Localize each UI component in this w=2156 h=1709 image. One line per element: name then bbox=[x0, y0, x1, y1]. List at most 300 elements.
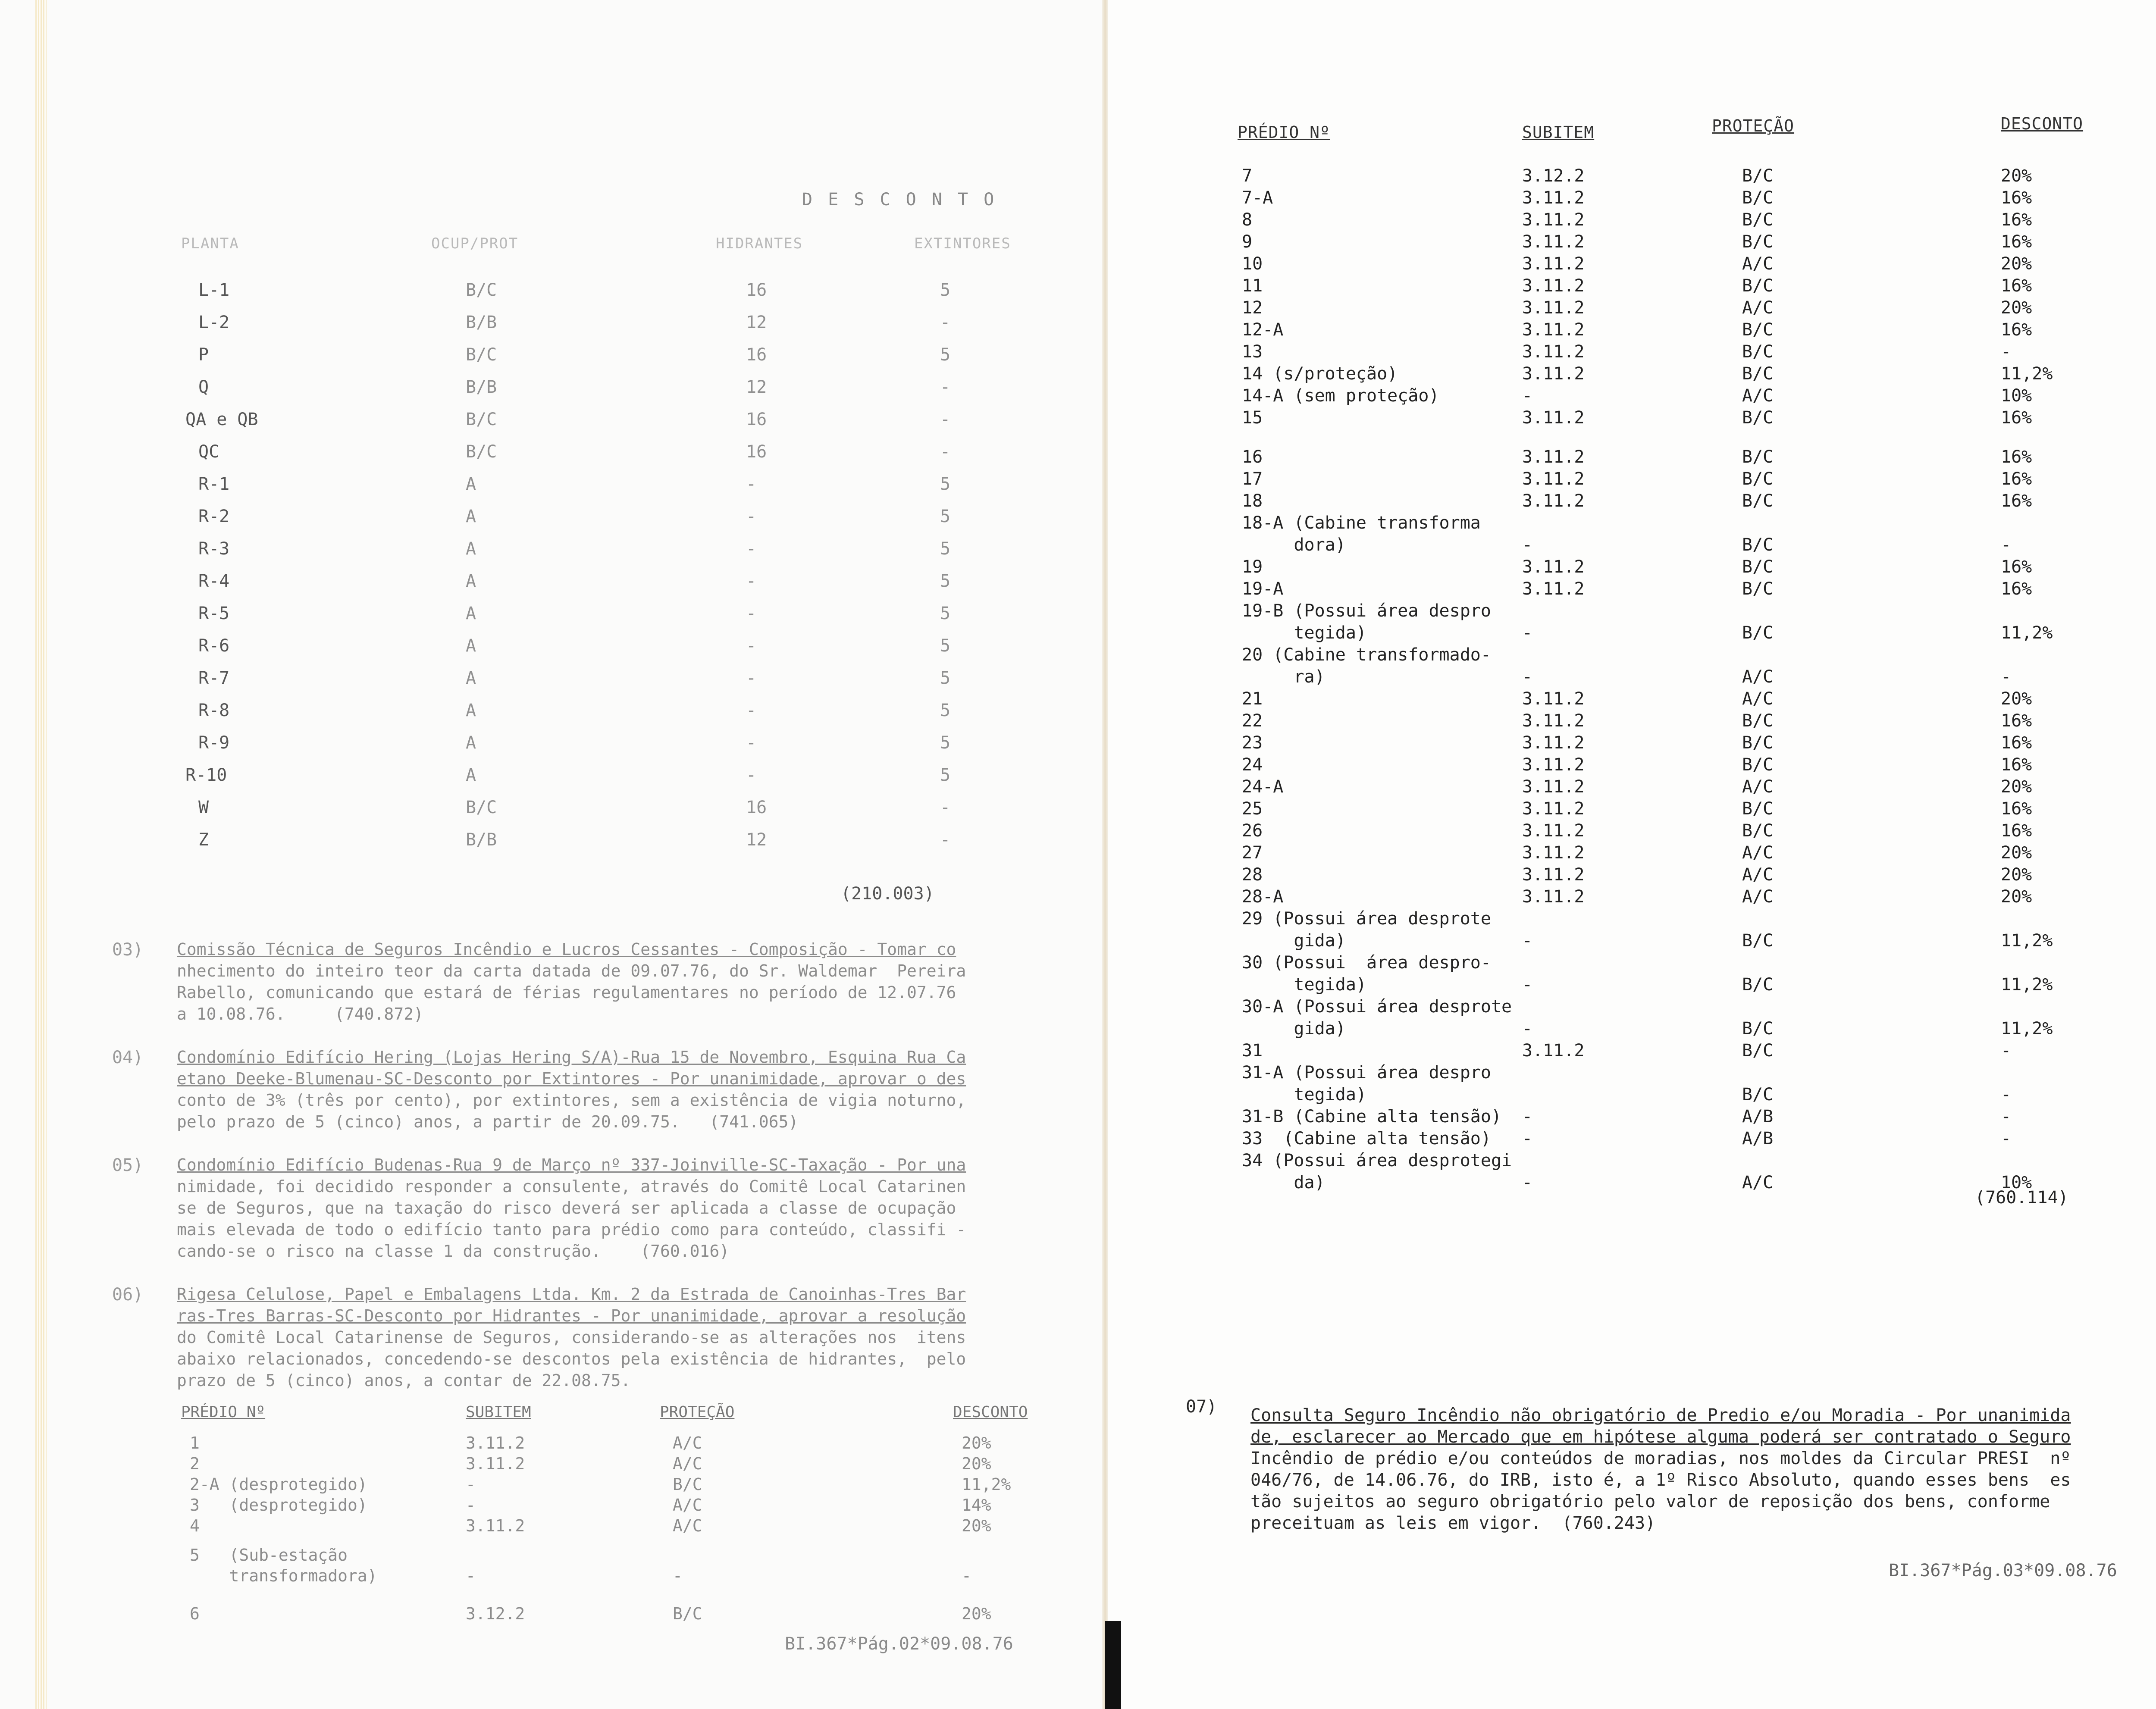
protecao-cell: A/C bbox=[1742, 298, 1774, 318]
paragraph-line: Condomínio Edifício Hering (Lojas Hering S/A)-Rua 15 de Novembro, Esquina Rua Ca bbox=[177, 1048, 966, 1067]
protecao-cell: A/C bbox=[1742, 254, 1774, 274]
subitem-cell: - bbox=[1522, 535, 1533, 555]
hidrantes-cell: 12 bbox=[746, 830, 767, 850]
protecao-cell: B/C bbox=[1742, 1019, 1774, 1039]
left-page-footer: BI.367*Pág.02*09.08.76 bbox=[785, 1634, 1013, 1654]
predio-cell: 31-A (Possui área despro bbox=[1242, 1063, 1491, 1083]
subitem-cell: 3.11.2 bbox=[1522, 298, 1585, 318]
predio-cell: 33 (Cabine alta tensão) bbox=[1242, 1129, 1491, 1149]
ocup-prot-cell: A bbox=[466, 701, 476, 720]
subitem-cell: - bbox=[1522, 1173, 1533, 1193]
desconto-cell: - bbox=[2001, 1085, 2012, 1105]
ocup-prot-cell: A bbox=[466, 604, 476, 623]
predio-cell: gida) bbox=[1242, 931, 1346, 951]
predio-cell: 17 bbox=[1242, 469, 1263, 489]
planta-cell: L-2 bbox=[198, 313, 230, 332]
protecao-cell: B/C bbox=[1742, 232, 1774, 252]
subitem-cell: 3.11.2 bbox=[1522, 320, 1585, 340]
small-table-header-subitem: SUBITEM bbox=[466, 1403, 531, 1421]
predio-cell: 8 bbox=[1242, 210, 1253, 230]
predio-cell: 26 bbox=[1242, 821, 1263, 841]
predio-cell: tegida) bbox=[1242, 975, 1366, 995]
predio-cell: ra) bbox=[1242, 667, 1325, 687]
extintores-cell: 5 bbox=[940, 636, 951, 656]
paragraph-line: Rigesa Celulose, Papel e Embalagens Ltda. Km. 2 da Estrada de Canoinhas-Tres Bar bbox=[177, 1285, 966, 1304]
subitem-cell: - bbox=[1522, 1129, 1533, 1149]
hidrantes-cell: - bbox=[746, 539, 757, 559]
extintores-cell: 5 bbox=[940, 474, 951, 494]
protecao-cell: B/C bbox=[1742, 557, 1774, 577]
predio-cell: 19-A bbox=[1242, 579, 1284, 599]
hidrantes-cell: 16 bbox=[746, 345, 767, 365]
predio-cell: 30 (Possui área despro- bbox=[1242, 953, 1491, 973]
subitem-cell: 3.11.2 bbox=[1522, 711, 1585, 731]
predio-cell: 18 bbox=[1242, 491, 1263, 511]
hidrantes-cell: - bbox=[746, 474, 757, 494]
protecao-cell: A/C bbox=[1742, 865, 1774, 885]
right-table-header-predio: PRÉDIO Nº bbox=[1238, 123, 1330, 142]
subitem-cell: - bbox=[466, 1496, 476, 1515]
desconto-cell: 20% bbox=[2001, 166, 2032, 186]
hidrantes-cell: - bbox=[746, 604, 757, 623]
predio-cell: 12-A bbox=[1242, 320, 1284, 340]
paragraph-line: de, esclarecer ao Mercado que em hipótese alguma poderá ser contratado o Seguro bbox=[1250, 1427, 2071, 1447]
hidrantes-cell: - bbox=[746, 571, 757, 591]
ocup-prot-cell: B/C bbox=[466, 280, 497, 300]
desconto-cell: 20% bbox=[2001, 689, 2032, 709]
small-table-header-predio: PRÉDIO Nº bbox=[181, 1403, 266, 1421]
hidrantes-cell: 12 bbox=[746, 313, 767, 332]
ocup-prot-cell: B/C bbox=[466, 410, 497, 429]
extintores-cell: - bbox=[940, 410, 951, 429]
predio-cell: da) bbox=[1242, 1173, 1325, 1193]
protecao-cell: A/C bbox=[1742, 1173, 1774, 1193]
desconto-cell: 20% bbox=[962, 1454, 991, 1473]
hidrantes-cell: - bbox=[746, 701, 757, 720]
planta-cell: R-1 bbox=[198, 474, 230, 494]
extintores-cell: 5 bbox=[940, 765, 951, 785]
predio-cell: 12 bbox=[1242, 298, 1263, 318]
extintores-cell: 5 bbox=[940, 345, 951, 365]
right-table-reference: (760.114) bbox=[1975, 1188, 2068, 1208]
ocup-prot-cell: B/C bbox=[466, 442, 497, 462]
desconto-cell: 11,2% bbox=[2001, 1019, 2053, 1039]
planta-header: PLANTA bbox=[181, 235, 239, 252]
protecao-cell: B/C bbox=[673, 1604, 702, 1623]
protecao-cell: B/C bbox=[1742, 491, 1774, 511]
paragraph-number: 07) bbox=[1186, 1397, 1217, 1417]
predio-cell: tegida) bbox=[1242, 1085, 1366, 1105]
protecao-cell: A/C bbox=[1742, 777, 1774, 797]
predio-cell: 21 bbox=[1242, 689, 1263, 709]
desconto-cell: - bbox=[2001, 1129, 2012, 1149]
protecao-cell: B/C bbox=[1742, 1041, 1774, 1061]
protecao-cell: A/B bbox=[1742, 1107, 1774, 1127]
hidrantes-cell: 16 bbox=[746, 798, 767, 817]
subitem-cell: 3.11.2 bbox=[1522, 408, 1585, 428]
subitem-cell: 3.11.2 bbox=[1522, 843, 1585, 863]
protecao-cell: - bbox=[673, 1566, 683, 1585]
hidrantes-header: HIDRANTES bbox=[716, 235, 803, 252]
predio-cell: 28 bbox=[1242, 865, 1263, 885]
protecao-cell: B/C bbox=[1742, 931, 1774, 951]
protecao-cell: B/C bbox=[1742, 821, 1774, 841]
ocup-prot-cell: A bbox=[466, 636, 476, 656]
subitem-cell: 3.11.2 bbox=[1522, 557, 1585, 577]
ocup-prot-cell: A bbox=[466, 571, 476, 591]
subitem-cell: 3.11.2 bbox=[1522, 821, 1585, 841]
subitem-cell: 3.11.2 bbox=[466, 1434, 525, 1452]
paragraph-line: prazo de 5 (cinco) anos, a contar de 22.08.75. bbox=[177, 1371, 631, 1390]
ocup-prot-cell: B/B bbox=[466, 313, 497, 332]
extintores-cell: 5 bbox=[940, 571, 951, 591]
desconto-cell: 20% bbox=[2001, 865, 2032, 885]
paragraph-line: Rabello, comunicando que estará de férias regulamentares no período de 12.07.76 bbox=[177, 983, 956, 1002]
paragraph-line: Consulta Seguro Incêndio não obrigatório de Predio e/ou Moradia - Por unanimida bbox=[1250, 1405, 2071, 1425]
predio-cell: 29 (Possui área desprote bbox=[1242, 909, 1491, 929]
subitem-cell: 3.11.2 bbox=[1522, 469, 1585, 489]
protecao-cell: A/C bbox=[673, 1516, 702, 1535]
planta-cell: R-6 bbox=[198, 636, 230, 656]
paragraph-line: etano Deeke-Blumenau-SC-Desconto por Extintores - Por unanimidade, aprovar o des bbox=[177, 1069, 966, 1088]
desconto-cell: 20% bbox=[2001, 298, 2032, 318]
extintores-cell: 5 bbox=[940, 733, 951, 753]
desconto-cell: 20% bbox=[962, 1516, 991, 1535]
right-table-header-subitem: SUBITEM bbox=[1522, 123, 1595, 142]
paragraph-line: abaixo relacionados, concedendo-se descontos pela existência de hidrantes, pelo bbox=[177, 1349, 966, 1368]
paragraph-line: preceituam as leis em vigor. (760.243) bbox=[1250, 1513, 1656, 1533]
subitem-cell: 3.11.2 bbox=[1522, 887, 1585, 907]
predio-cell: tegida) bbox=[1242, 623, 1366, 643]
ocup-prot-cell: A bbox=[466, 474, 476, 494]
protecao-cell: A/B bbox=[1742, 1129, 1774, 1149]
subitem-cell: 3.11.2 bbox=[1522, 733, 1585, 753]
desconto-cell: 20% bbox=[962, 1434, 991, 1452]
subitem-cell: 3.12.2 bbox=[1522, 166, 1585, 186]
protecao-cell: B/C bbox=[1742, 210, 1774, 230]
desconto-cell: - bbox=[2001, 342, 2012, 362]
subitem-cell: 3.12.2 bbox=[466, 1604, 525, 1623]
predio-cell: 24-A bbox=[1242, 777, 1284, 797]
paragraph-number: 06) bbox=[112, 1285, 144, 1305]
subitem-cell: 3.11.2 bbox=[1522, 254, 1585, 274]
subitem-cell: 3.11.2 bbox=[1522, 755, 1585, 775]
desconto-cell: 16% bbox=[2001, 557, 2032, 577]
paragraph-line: se de Seguros, que na taxação do risco deverá ser aplicada a classe de ocupação bbox=[177, 1199, 956, 1218]
predio-cell: 6 bbox=[190, 1604, 200, 1623]
protecao-cell: B/C bbox=[1742, 447, 1774, 467]
extintores-cell: - bbox=[940, 377, 951, 397]
desconto-cell: 16% bbox=[2001, 188, 2032, 208]
ocup-prot-cell: B/B bbox=[466, 377, 497, 397]
planta-cell: P bbox=[198, 345, 209, 365]
desconto-cell: 11,2% bbox=[2001, 623, 2053, 643]
hidrantes-cell: - bbox=[746, 668, 757, 688]
protecao-cell: A/C bbox=[1742, 887, 1774, 907]
paragraph-line: cando-se o risco na classe 1 da construção. (760.016) bbox=[177, 1242, 730, 1261]
desconto-cell: 11,2% bbox=[962, 1475, 1011, 1494]
predio-cell: 30-A (Possui área desprote bbox=[1242, 997, 1512, 1017]
protecao-cell: B/C bbox=[1742, 711, 1774, 731]
paragraph-line: nimidade, foi decidido responder a consulente, através do Comitê Local Catarinen bbox=[177, 1177, 966, 1196]
paragraph-line: Condomínio Edifício Budenas-Rua 9 de Março nº 337-Joinville-SC-Taxação - Por una bbox=[177, 1155, 966, 1174]
desconto-cell: 14% bbox=[962, 1496, 991, 1515]
desconto-cell: - bbox=[2001, 667, 2012, 687]
predio-cell: 34 (Possui área desprotegi bbox=[1242, 1151, 1512, 1171]
predio-cell: 31 bbox=[1242, 1041, 1263, 1061]
protecao-cell: A/C bbox=[1742, 843, 1774, 863]
predio-cell: 23 bbox=[1242, 733, 1263, 753]
small-table-header-desconto: DESCONTO bbox=[953, 1403, 1028, 1421]
small-table-header-protecao: PROTEÇÃO bbox=[660, 1403, 735, 1421]
predio-cell: 16 bbox=[1242, 447, 1263, 467]
planta-cell: R-3 bbox=[198, 539, 230, 559]
protecao-cell: A/C bbox=[1742, 386, 1774, 406]
spine-shadow bbox=[1105, 1621, 1121, 1709]
extintores-cell: - bbox=[940, 442, 951, 462]
predio-cell: 4 bbox=[190, 1516, 200, 1535]
desconto-cell: 20% bbox=[962, 1604, 991, 1623]
predio-cell: 27 bbox=[1242, 843, 1263, 863]
desconto-cell: 20% bbox=[2001, 843, 2032, 863]
protecao-cell: B/C bbox=[1742, 579, 1774, 599]
ocup-prot-cell: A bbox=[466, 507, 476, 526]
hidrantes-cell: - bbox=[746, 765, 757, 785]
subitem-cell: - bbox=[466, 1566, 476, 1585]
predio-cell: 20 (Cabine transformado- bbox=[1242, 645, 1491, 665]
ocup-prot-cell: A bbox=[466, 668, 476, 688]
predio-cell: 11 bbox=[1242, 276, 1263, 296]
predio-cell: 7 bbox=[1242, 166, 1253, 186]
desconto-title: D E S C O N T O bbox=[802, 190, 997, 210]
predio-cell: 14 (s/proteção) bbox=[1242, 364, 1398, 384]
extintores-cell: 5 bbox=[940, 507, 951, 526]
desconto-cell: 20% bbox=[2001, 254, 2032, 274]
subitem-cell: 3.11.2 bbox=[1522, 689, 1585, 709]
predio-cell: 2 bbox=[190, 1454, 200, 1473]
predio-cell: 25 bbox=[1242, 799, 1263, 819]
planta-cell: L-1 bbox=[198, 280, 230, 300]
desconto-cell: 16% bbox=[2001, 447, 2032, 467]
extintores-cell: 5 bbox=[940, 604, 951, 623]
desconto-cell: 16% bbox=[2001, 276, 2032, 296]
planta-cell: R-4 bbox=[198, 571, 230, 591]
subitem-cell: 3.11.2 bbox=[1522, 447, 1585, 467]
planta-cell: R-2 bbox=[198, 507, 230, 526]
planta-cell: R-9 bbox=[198, 733, 230, 753]
desconto-cell: 16% bbox=[2001, 799, 2032, 819]
desconto-cell: 20% bbox=[2001, 777, 2032, 797]
hidrantes-cell: - bbox=[746, 636, 757, 656]
predio-cell: 10 bbox=[1242, 254, 1263, 274]
hidrantes-cell: 16 bbox=[746, 442, 767, 462]
page-binding-edge bbox=[35, 0, 47, 1709]
protecao-cell: B/C bbox=[1742, 166, 1774, 186]
subitem-cell: - bbox=[1522, 1019, 1533, 1039]
protecao-cell: B/C bbox=[1742, 535, 1774, 555]
right-table-header-protecao: PROTEÇÃO bbox=[1712, 116, 1795, 135]
subitem-cell: - bbox=[1522, 1107, 1533, 1127]
desconto-cell: 11,2% bbox=[2001, 931, 2053, 951]
subitem-cell: - bbox=[466, 1475, 476, 1494]
desconto-cell: 16% bbox=[2001, 733, 2032, 753]
subitem-cell: - bbox=[1522, 975, 1533, 995]
planta-cell: QA e QB bbox=[185, 410, 258, 429]
extintores-cell: 5 bbox=[940, 701, 951, 720]
extintores-cell: - bbox=[940, 798, 951, 817]
subitem-cell: 3.11.2 bbox=[1522, 276, 1585, 296]
predio-cell: 31-B (Cabine alta tensão) bbox=[1242, 1107, 1502, 1127]
ocup-prot-cell: A bbox=[466, 733, 476, 753]
subitem-cell: 3.11.2 bbox=[1522, 799, 1585, 819]
desconto-cell: 16% bbox=[2001, 320, 2032, 340]
subitem-cell: 3.11.2 bbox=[1522, 1041, 1585, 1061]
protecao-cell: A/C bbox=[673, 1434, 702, 1452]
desconto-cell: 16% bbox=[2001, 469, 2032, 489]
protecao-cell: A/C bbox=[1742, 667, 1774, 687]
desconto-cell: 11,2% bbox=[2001, 975, 2053, 995]
protecao-cell: A/C bbox=[673, 1496, 702, 1515]
planta-cell: R-5 bbox=[198, 604, 230, 623]
paragraph-line: conto de 3% (três por cento), por extintores, sem a existência de vigia noturno, bbox=[177, 1091, 966, 1110]
left-table-reference: (210.003) bbox=[841, 884, 934, 904]
subitem-cell: 3.11.2 bbox=[466, 1516, 525, 1535]
planta-cell: QC bbox=[198, 442, 219, 462]
desconto-cell: 16% bbox=[2001, 821, 2032, 841]
extintores-cell: - bbox=[940, 830, 951, 850]
protecao-cell: B/C bbox=[1742, 276, 1774, 296]
paragraph-line: mais elevada de todo o edifício tanto para prédio como para conteúdo, classifi - bbox=[177, 1220, 966, 1239]
hidrantes-cell: - bbox=[746, 507, 757, 526]
extintores-cell: - bbox=[940, 313, 951, 332]
subitem-cell: - bbox=[1522, 931, 1533, 951]
desconto-cell: 16% bbox=[2001, 232, 2032, 252]
planta-cell: R-8 bbox=[198, 701, 230, 720]
paragraph-line: ras-Tres Barras-SC-Desconto por Hidrantes - Por unanimidade, aprovar a resolução bbox=[177, 1306, 966, 1325]
predio-cell: gida) bbox=[1242, 1019, 1346, 1039]
predio-cell: 13 bbox=[1242, 342, 1263, 362]
extintores-cell: 5 bbox=[940, 539, 951, 559]
predio-cell: 18-A (Cabine transforma bbox=[1242, 513, 1481, 533]
protecao-cell: A/C bbox=[673, 1454, 702, 1473]
predio-cell: 5 (Sub-estação bbox=[190, 1546, 348, 1565]
predio-cell: 19-B (Possui área despro bbox=[1242, 601, 1491, 621]
protecao-cell: B/C bbox=[1742, 320, 1774, 340]
ocup-prot-cell: A bbox=[466, 539, 476, 559]
subitem-cell: - bbox=[1522, 667, 1533, 687]
predio-cell: 28-A bbox=[1242, 887, 1284, 907]
desconto-cell: 16% bbox=[2001, 711, 2032, 731]
paragraph-number: 04) bbox=[112, 1048, 144, 1067]
desconto-cell: 16% bbox=[2001, 755, 2032, 775]
predio-cell: 19 bbox=[1242, 557, 1263, 577]
subitem-cell: 3.11.2 bbox=[1522, 491, 1585, 511]
paragraph-line: do Comitê Local Catarinense de Seguros, considerando-se as alterações nos itens bbox=[177, 1328, 966, 1347]
desconto-cell: 11,2% bbox=[2001, 364, 2053, 384]
predio-cell: 15 bbox=[1242, 408, 1263, 428]
protecao-cell: B/C bbox=[1742, 408, 1774, 428]
predio-cell: 7-A bbox=[1242, 188, 1273, 208]
right-table-header-desconto: DESCONTO bbox=[2001, 114, 2084, 133]
protecao-cell: B/C bbox=[1742, 188, 1774, 208]
hidrantes-cell: 16 bbox=[746, 280, 767, 300]
protecao-cell: B/C bbox=[1742, 755, 1774, 775]
extintores-cell: 5 bbox=[940, 280, 951, 300]
desconto-cell: 20% bbox=[2001, 887, 2032, 907]
protecao-cell: B/C bbox=[1742, 799, 1774, 819]
desconto-cell: 16% bbox=[2001, 210, 2032, 230]
ocup-prot-header: OCUP/PROT bbox=[431, 235, 519, 252]
protecao-cell: B/C bbox=[673, 1475, 702, 1494]
paragraph-line: tão sujeitos ao seguro obrigatório pelo valor de reposição dos bens, conforme bbox=[1250, 1492, 2050, 1512]
planta-cell: R-7 bbox=[198, 668, 230, 688]
predio-cell: 2-A (desprotegido) bbox=[190, 1475, 367, 1494]
predio-cell: dora) bbox=[1242, 535, 1346, 555]
protecao-cell: B/C bbox=[1742, 1085, 1774, 1105]
desconto-cell: 16% bbox=[2001, 579, 2032, 599]
predio-cell: 14-A (sem proteção) bbox=[1242, 386, 1439, 406]
paragraph-line: pelo prazo de 5 (cinco) anos, a partir de 20.09.75. (741.065) bbox=[177, 1112, 799, 1131]
desconto-cell: - bbox=[2001, 1041, 2012, 1061]
hidrantes-cell: 16 bbox=[746, 410, 767, 429]
paragraph-number: 03) bbox=[112, 940, 144, 960]
subitem-cell: 3.11.2 bbox=[1522, 210, 1585, 230]
ocup-prot-cell: B/B bbox=[466, 830, 497, 850]
extintores-header: EXTINTORES bbox=[914, 235, 1011, 252]
protecao-cell: B/C bbox=[1742, 469, 1774, 489]
desconto-cell: - bbox=[2001, 535, 2012, 555]
ocup-prot-cell: A bbox=[466, 765, 476, 785]
paragraph-line: Comissão Técnica de Seguros Incêndio e Lucros Cessantes - Composição - Tomar co bbox=[177, 940, 956, 959]
subitem-cell: 3.11.2 bbox=[1522, 342, 1585, 362]
paragraph-line: nhecimento do inteiro teor da carta datada de 09.07.76, do Sr. Waldemar Pereira bbox=[177, 961, 966, 980]
paragraph-line: a 10.08.76. (740.872) bbox=[177, 1005, 423, 1024]
desconto-cell: 16% bbox=[2001, 408, 2032, 428]
planta-cell: R-10 bbox=[185, 765, 227, 785]
paragraph-line: Incêndio de prédio e/ou conteúdos de moradias, nos moldes da Circular PRESI nº bbox=[1250, 1449, 2071, 1468]
subitem-cell: - bbox=[1522, 386, 1533, 406]
subitem-cell: 3.11.2 bbox=[1522, 865, 1585, 885]
hidrantes-cell: 12 bbox=[746, 377, 767, 397]
desconto-cell: 10% bbox=[2001, 386, 2032, 406]
planta-cell: Z bbox=[198, 830, 209, 850]
subitem-cell: - bbox=[1522, 623, 1533, 643]
planta-cell: W bbox=[198, 798, 209, 817]
predio-cell: transformadora) bbox=[190, 1566, 377, 1585]
planta-cell: Q bbox=[198, 377, 209, 397]
subitem-cell: 3.11.2 bbox=[1522, 188, 1585, 208]
subitem-cell: 3.11.2 bbox=[1522, 364, 1585, 384]
right-page-footer: BI.367*Pág.03*09.08.76 bbox=[1889, 1561, 2117, 1581]
desconto-cell: - bbox=[962, 1566, 971, 1585]
ocup-prot-cell: B/C bbox=[466, 798, 497, 817]
protecao-cell: B/C bbox=[1742, 623, 1774, 643]
protecao-cell: B/C bbox=[1742, 975, 1774, 995]
hidrantes-cell: - bbox=[746, 733, 757, 753]
desconto-cell: 10% bbox=[2001, 1173, 2032, 1193]
book-spine bbox=[1102, 0, 1108, 1709]
predio-cell: 3 (desprotegido) bbox=[190, 1496, 367, 1515]
desconto-cell: - bbox=[2001, 1107, 2012, 1127]
protecao-cell: B/C bbox=[1742, 733, 1774, 753]
predio-cell: 22 bbox=[1242, 711, 1263, 731]
ocup-prot-cell: B/C bbox=[466, 345, 497, 365]
desconto-cell: 16% bbox=[2001, 491, 2032, 511]
protecao-cell: B/C bbox=[1742, 364, 1774, 384]
protecao-cell: A/C bbox=[1742, 689, 1774, 709]
paragraph-number: 05) bbox=[112, 1155, 144, 1175]
predio-cell: 9 bbox=[1242, 232, 1253, 252]
